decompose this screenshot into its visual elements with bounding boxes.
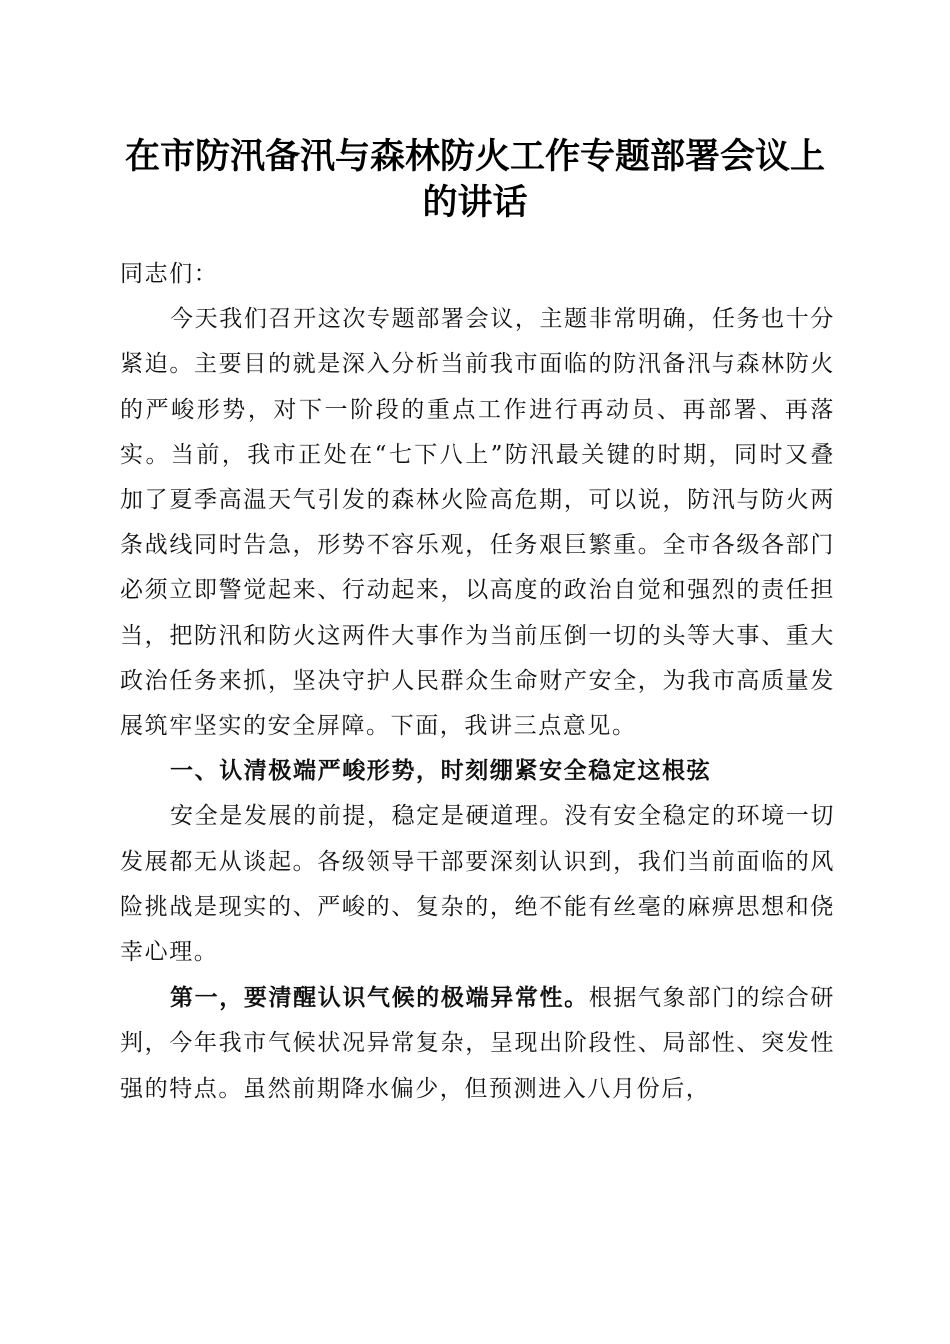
section-1-paragraph: 安全是发展的前提，稳定是硬道理。没有安全稳定的环境一切发展都无从谈起。各级领导干部要深刻认识到，我们当前面临的风险挑战是现实的、严峻的、复杂的，绝不能有丝毫的麻痹思想和侥幸心理。 — [120, 803, 835, 966]
document-body — [120, 252, 835, 1112]
point-1-paragraph — [120, 975, 835, 1112]
section-1-heading: 一、认清极端严峻形势，时刻绷紧安全稳定这根弦 — [170, 758, 712, 785]
title-line-2: 的讲话 — [422, 182, 528, 223]
title-line-1: 在市防汛备汛与森林防火工作专题部署会议上 — [124, 136, 825, 177]
greeting: 同志们： — [120, 261, 219, 287]
intro-paragraph: 今天我们召开这次专题部署会议，主题非常明确，任务也十分紧迫。主要目的就是深入分析当前我市面临的防汛备汛与森林防火的严峻形势，对下一阶段的重点工作进行再动员、再部署、再落实。当前，我市正处在“七下八上”防汛最关键的时期，同时又叠加了夏季高温天气引发的森林火险高危期，可以说，防汛与防火两条战线同时告急，形势不容乐观，任务艰巨繁重。全市各级各部门必须立即警觉起来、行动起来，以高度的政治自觉和强烈的责任担当，把防汛和防火这两件大事作为当前压倒一切的头等大事、重大政治任务来抓，坚决守护人民群众生命财产安全，为我市高质量发展筑牢坚实的安全屏障。下面，我讲三点意见。 — [120, 306, 835, 740]
document-title — [100, 134, 850, 226]
point-1-text: 根据气象部门的综合研判，今年我市气候状况异常复杂，呈现出阶段性、局部性、突发性强的特点。虽然前期降水偏少，但预测进入八月份后， — [120, 985, 836, 1102]
point-1-lead: 第一，要清醒认识气候的极端异常性。 — [170, 984, 589, 1012]
